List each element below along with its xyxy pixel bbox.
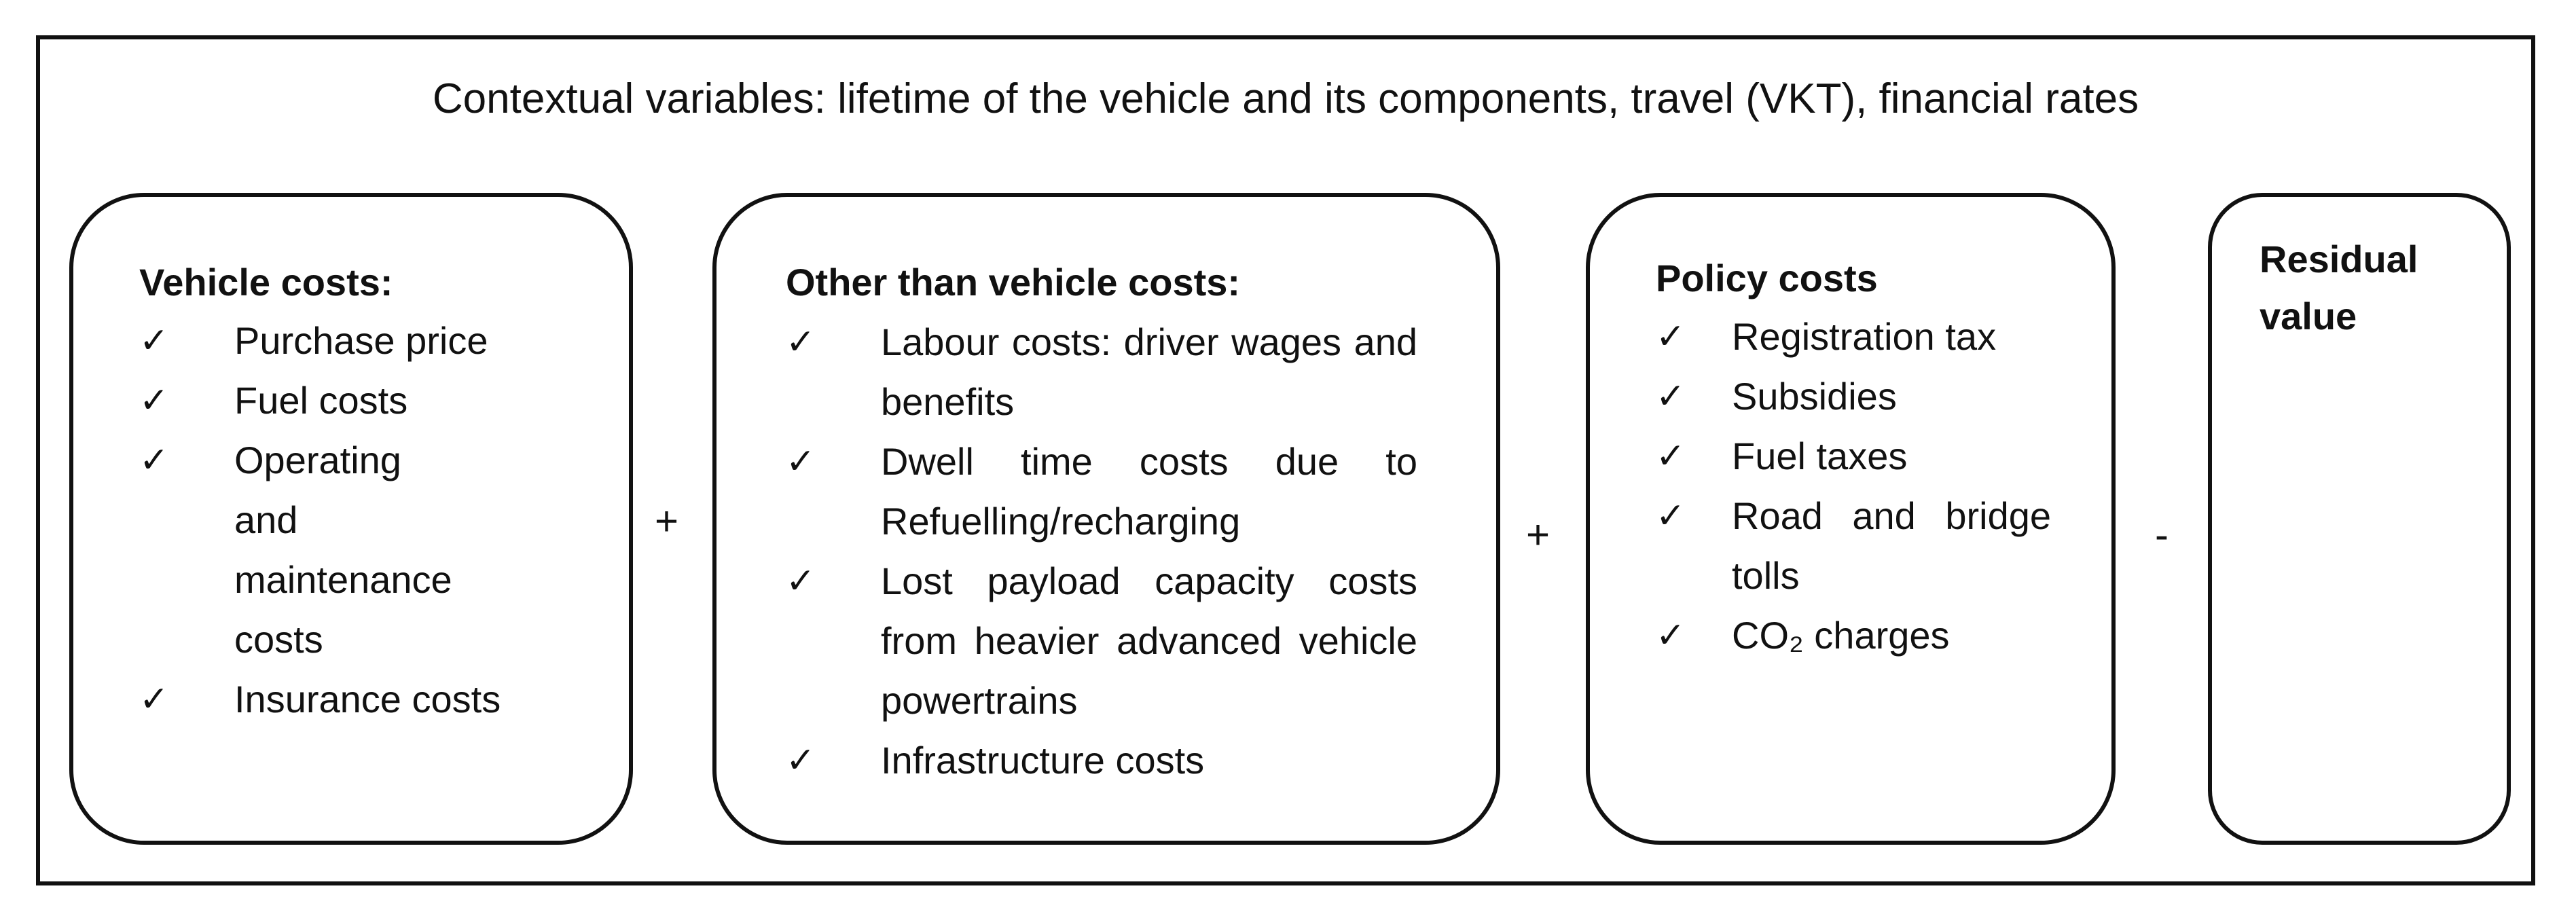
- residual-value-title: Residual value: [2260, 238, 2418, 337]
- list-item: ✓ Road and bridge tolls: [1656, 486, 2077, 606]
- list-item: ✓ Registration tax: [1656, 307, 2077, 367]
- check-icon: ✓: [786, 441, 816, 482]
- list-item: ✓ Fuel costs: [139, 371, 574, 431]
- list-item: ✓ Fuel taxes: [1656, 426, 2077, 486]
- plus-operator: +: [655, 498, 679, 544]
- check-icon: ✓: [139, 679, 169, 720]
- list-item: ✓ Lost payload capacity costs from heavier advanced vehicle powertrains: [786, 551, 1417, 731]
- vehicle-costs-box: [69, 193, 633, 845]
- list-item: ✓ Labour costs: driver wages and benefits: [786, 312, 1417, 432]
- list-item: ✓ CO₂ charges: [1656, 606, 2077, 665]
- check-icon: ✓: [786, 561, 816, 602]
- check-icon: ✓: [786, 740, 816, 781]
- contextual-variables-text: Contextual variables: lifetime of the vehicle and its components, travel (VKT), financial rates: [432, 75, 2139, 122]
- diagram-frame: [36, 35, 2535, 885]
- check-icon: ✓: [1656, 615, 1686, 656]
- residual-value-box: [2208, 193, 2511, 845]
- minus-operator: -: [2155, 512, 2169, 557]
- other-costs-list: [786, 312, 1417, 790]
- list-item: ✓ Dwell time costs due to Refuelling/recharging: [786, 432, 1417, 551]
- check-icon: ✓: [139, 380, 169, 421]
- check-icon: ✓: [1656, 376, 1686, 417]
- list-item: ✓ Infrastructure costs: [786, 731, 1417, 790]
- plus-operator: +: [1526, 512, 1550, 557]
- check-icon: ✓: [1656, 436, 1686, 477]
- list-item: ✓ Subsidies: [1656, 367, 2077, 426]
- check-icon: ✓: [1656, 496, 1686, 536]
- list-item: ✓ Operating and maintenance costs: [139, 431, 574, 670]
- policy-costs-box: [1586, 193, 2116, 845]
- policy-costs-title: Policy costs: [1656, 257, 1878, 299]
- check-icon: ✓: [139, 440, 169, 481]
- list-item: ✓ Purchase price: [139, 311, 574, 371]
- vehicle-costs-list: [139, 311, 574, 729]
- vehicle-costs-title: Vehicle costs:: [139, 261, 393, 304]
- check-icon: ✓: [1656, 316, 1686, 357]
- check-icon: ✓: [786, 322, 816, 363]
- other-than-vehicle-costs-box: [712, 193, 1500, 845]
- policy-costs-list: [1656, 307, 2077, 665]
- other-costs-title: Other than vehicle costs:: [786, 261, 1241, 304]
- check-icon: ✓: [139, 321, 169, 361]
- list-item: ✓ Insurance costs: [139, 670, 574, 729]
